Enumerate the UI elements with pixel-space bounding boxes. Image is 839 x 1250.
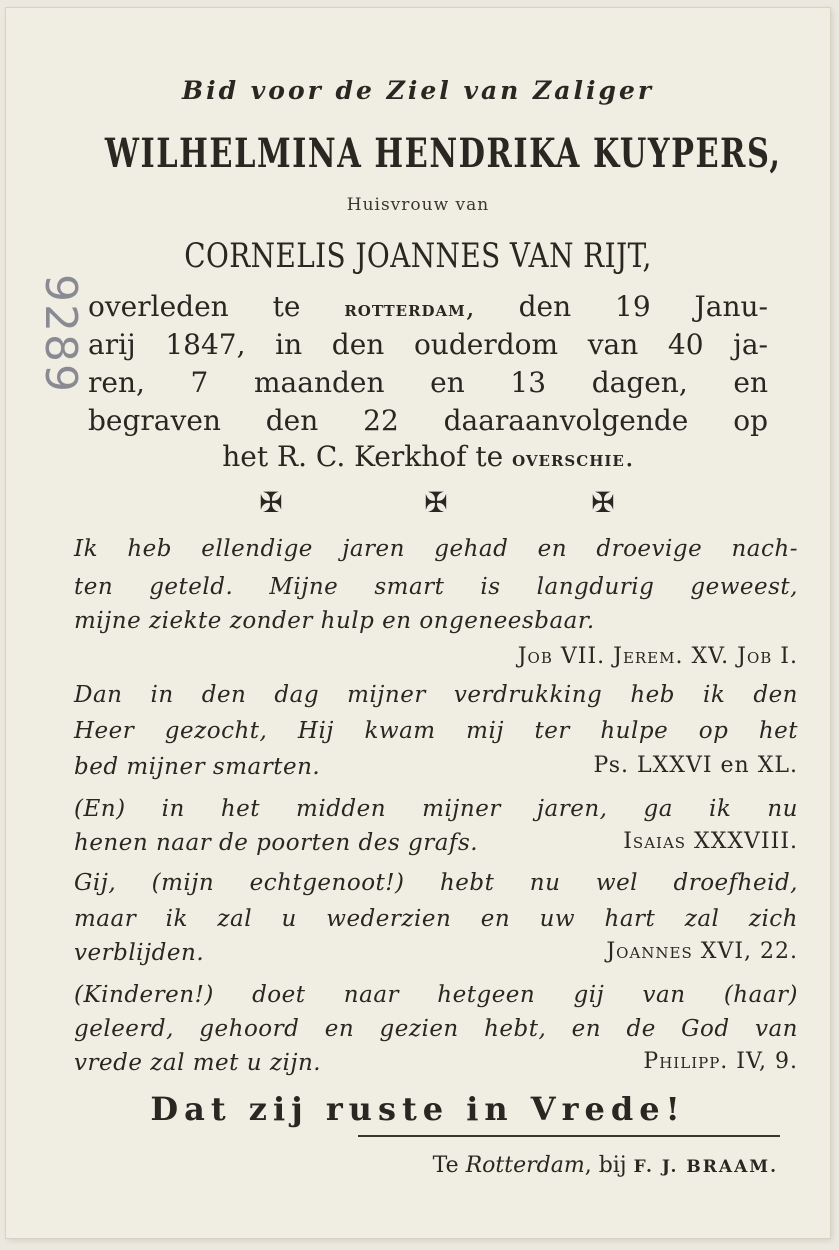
quote-line: maar ik zal u wederzien en uw hart zal zich [74, 906, 798, 932]
quote-line: Gij, (mijn echtgenoot!) hebt nu wel droefheid, [74, 870, 798, 896]
quote-line: mijne ziekte zonder hulp en ongeneesbaar. [74, 608, 595, 634]
burial-place: overschie [512, 446, 625, 472]
husband-name: CORNELIS JOANNES VAN RIJT, [184, 236, 652, 276]
place-of-death: rotterdam [344, 296, 466, 322]
bio-line-4: begraven den 22 daaraanvolgende op [88, 404, 768, 437]
scripture-reference: Ps. LXXVI en XL. [593, 753, 798, 778]
quote-line: Ik heb ellendige jaren gehad en droevige nach- [74, 536, 798, 562]
scripture-reference: Isaias XXXVIII. [623, 829, 798, 854]
cross-row [6, 488, 830, 528]
quote-line: Heer gezocht, Hij kwam mij ter hulpe op het [74, 718, 798, 744]
quote-line: geleerd, gehoord en gezien hebt, en de God van [74, 1016, 798, 1042]
prayer-card [6, 8, 830, 1238]
closing-blessing: Dat zij ruste in Vrede! [150, 1090, 686, 1128]
cross-icon: ✠ [591, 486, 615, 519]
deceased-name: WILHELMINA HENDRIKA KUYPERS, [104, 130, 782, 177]
bio-line-5: het R. C. Kerkhof te overschie. [222, 440, 634, 473]
quote-line: henen naar de poorten des grafs. [74, 830, 479, 856]
card-heading: Bid voor de Ziel van Zaliger [181, 76, 655, 105]
quote-line: (Kinderen!) doet naar hetgeen gij van (haar) [74, 982, 798, 1008]
bio-line-3: ren, 7 maanden en 13 dagen, en [88, 366, 768, 399]
quote-line: (En) in het midden mijner jaren, ga ik nu [74, 796, 798, 822]
pencil-annotation: 9289 [35, 274, 86, 394]
divider-rule [358, 1135, 780, 1137]
cross-icon: ✠ [259, 486, 283, 519]
bio-line-1: overleden te rotterdam, den 19 Janu- [88, 290, 768, 323]
scripture-reference: Philipp. IV, 9. [643, 1049, 798, 1074]
quote-line: bed mijner smarten. [74, 754, 321, 780]
imprint-printer: F. J. BRAAM. [633, 1157, 778, 1177]
bio-line-2: arij 1847, in den ouderdom van 40 ja- [88, 328, 768, 361]
quote-line: verblijden. [74, 940, 205, 966]
quote-line: vrede zal met u zijn. [74, 1050, 322, 1076]
relation-label: Huisvrouw van [346, 195, 490, 215]
scripture-reference: Joannes XVI, 22. [606, 939, 798, 964]
cross-icon: ✠ [424, 486, 448, 519]
quote-line: Dan in den dag mijner verdrukking heb ik den [74, 682, 798, 708]
scripture-reference: Job VII. Jerem. XV. Job I. [517, 644, 798, 669]
printer-imprint: Te Rotterdam, bij F. J. BRAAM. [432, 1153, 778, 1178]
quote-line: ten geteld. Mijne smart is langdurig geweest, [74, 574, 798, 600]
imprint-place: Rotterdam [465, 1153, 585, 1178]
